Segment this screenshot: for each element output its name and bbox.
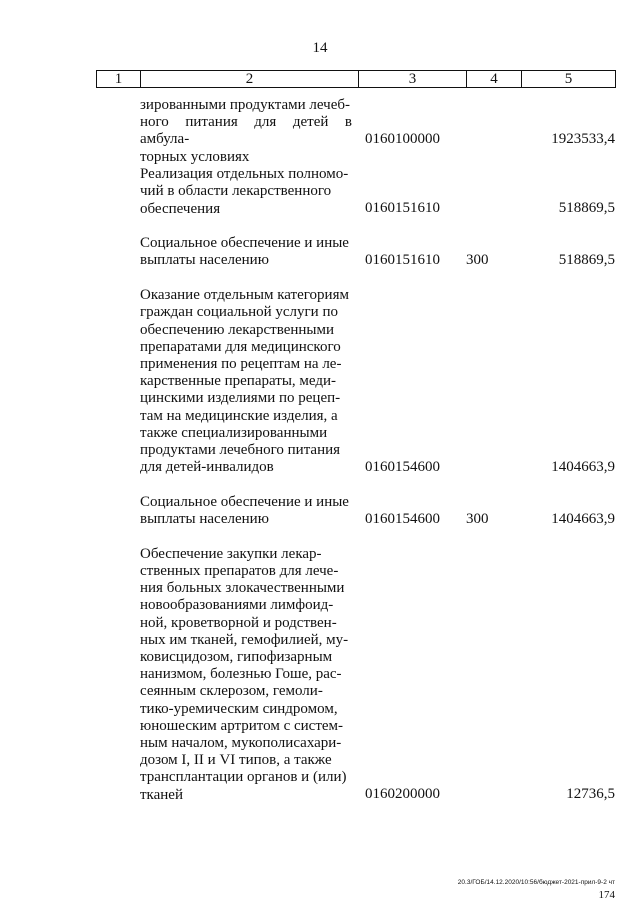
row-expense-type: 300: [466, 252, 489, 269]
row-name-line: применения по рецептам на ле-: [140, 355, 342, 372]
row-name: [140, 494, 352, 528]
table-row: [0, 287, 640, 476]
row-code: 0160151610: [365, 200, 440, 217]
table-header: [96, 70, 616, 88]
row-name-line: ным началом, мукополисахари-: [140, 734, 342, 751]
row-name-line: также специализированными: [140, 424, 328, 441]
row-name-line: продуктами лечебного питания: [140, 441, 341, 458]
row-name: [140, 166, 352, 218]
row-name: [140, 546, 352, 804]
row-sum: 518869,5: [558, 252, 615, 269]
row-name-line: обеспечения: [140, 200, 221, 217]
row-name-line: Социальное обеспечение и иные: [140, 235, 349, 252]
row-code: 0160154600: [365, 510, 440, 527]
row-name-line: торных условиях: [140, 148, 250, 165]
row-name-line: выплаты населению: [140, 252, 269, 269]
row-name-line: сеянным склерозом, гемоли-: [140, 683, 323, 700]
row-name-line: ного питания для детей в амбула-: [140, 114, 352, 148]
header-col-4: 4: [467, 71, 522, 87]
table-row: [0, 546, 640, 804]
row-code: 0160200000: [365, 786, 440, 803]
row-code: 0160100000: [365, 131, 440, 148]
row-name-line: дозом I, II и VI типов, а также: [140, 752, 332, 769]
row-name-line: препаратами для медицинского: [140, 338, 341, 355]
footer-page-number: 174: [598, 889, 615, 901]
table-row: [0, 494, 640, 528]
row-name-line: Социальное обеспечение и иные: [140, 493, 349, 510]
page-number: 14: [312, 40, 328, 56]
row-name-line: новообразованиями лимфоид-: [140, 597, 334, 614]
row-name-line: ных им тканей, гемофилией, му-: [140, 631, 349, 648]
row-name-line: ния больных злокачественными: [140, 580, 345, 597]
table-row: [0, 97, 640, 165]
row-name-line: там на медицинские изделия, а: [140, 407, 338, 424]
row-sum: 1923533,4: [551, 131, 615, 148]
row-sum: 1404663,9: [551, 510, 615, 527]
header-col-3: 3: [359, 71, 467, 87]
row-name-line: тико-уремическим синдромом,: [140, 700, 338, 717]
table-row: [0, 166, 640, 218]
row-name: [140, 97, 352, 166]
row-name-line: чий в области лекарственного: [140, 183, 332, 200]
row-sum: 12736,5: [566, 786, 615, 803]
table-row: [0, 235, 640, 269]
footer-document-code: 20.3/ГОБ/14.12.2020/10:56/бюджет-2021-прил-9-2 чт: [457, 879, 615, 886]
row-name-line: для детей-инвалидов: [140, 459, 274, 476]
row-name-line: Оказание отдельным категориям: [140, 287, 349, 304]
row-name-line: зированными продуктами лечеб-: [140, 97, 350, 113]
row-name-line: ной, кроветворной и родствен-: [140, 614, 337, 631]
row-name-line: тканей: [140, 786, 183, 803]
row-expense-type: 300: [466, 510, 489, 527]
row-name-line: юношеским артритом с систем-: [140, 717, 344, 734]
header-col-1: 1: [97, 71, 141, 87]
row-name: [140, 287, 352, 476]
row-name-line: граждан социальной услуги по: [140, 304, 338, 321]
row-sum: 1404663,9: [551, 459, 615, 476]
row-name-line: ковисцидозом, гипофизарным: [140, 648, 333, 665]
row-name-line: обеспечению лекарственными: [140, 321, 335, 338]
row-name-line: ственных препаратов для лече-: [140, 562, 339, 579]
row-sum: 518869,5: [558, 200, 615, 217]
row-name-line: карственные препараты, меди-: [140, 373, 337, 390]
row-name: [140, 235, 352, 269]
row-code: 0160151610: [365, 252, 440, 269]
row-name-line: Обеспечение закупки лекар-: [140, 545, 322, 562]
row-name-line: Реализация отдельных полномо-: [140, 166, 349, 183]
row-name-line: выплаты населению: [140, 511, 269, 527]
header-col-5: 5: [564, 71, 573, 87]
header-col-2: 2: [141, 71, 359, 87]
row-name-line: нанизмом, болезнью Гоше, рас-: [140, 666, 342, 683]
row-code: 0160154600: [365, 459, 440, 476]
row-name-line: цинскими изделиями по рецеп-: [140, 390, 341, 407]
row-name-line: трансплантации органов и (или): [140, 769, 347, 786]
